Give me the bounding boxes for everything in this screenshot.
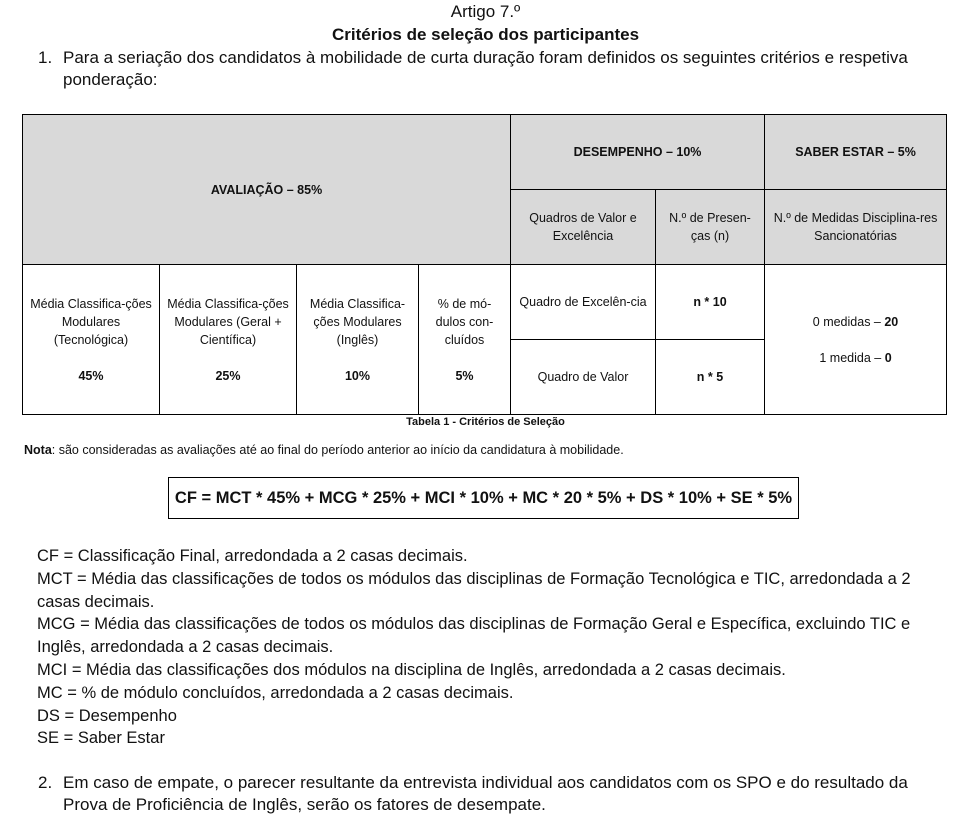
- item-2-number: 2.: [38, 773, 53, 792]
- article-number: Artigo 7.º: [450, 2, 521, 21]
- table-caption: Tabela 1 - Critérios de Seleção: [406, 416, 565, 428]
- medidas-0-label: 0 medidas –: [812, 314, 881, 329]
- criteria-table: [22, 114, 947, 415]
- subheader-medidas: N.º de Medidas Disciplina-res Sancionatórias: [765, 190, 947, 265]
- modulos-concluidos-label: % de mó-dulos con-cluídos: [435, 296, 494, 347]
- note: [24, 443, 624, 457]
- media-geral-label: Média Classifica-ções Modulares (Geral + Científica): [167, 296, 289, 347]
- media-ingles-label: Média Classifica-ções Modulares (Inglês): [309, 296, 406, 347]
- definition-mct: MCT = Média das classificações de todos os módulos das disciplinas de Formação Tecnológica e TIC, arredondada a 2 casas decimais.: [37, 569, 911, 611]
- media-ingles-value: 10%: [344, 368, 371, 383]
- media-tecnologica-label: Média Classifica-ções Modulares (Tecnológica): [30, 296, 152, 347]
- header-desempenho: DESEMPENHO – 10%: [511, 115, 765, 190]
- medidas-1-value: 0: [884, 350, 892, 365]
- header-saber-estar: SABER ESTAR – 5%: [765, 115, 947, 190]
- note-text: : são consideradas as avaliações até ao final do período anterior ao início da candidatura à mobilidade.: [51, 443, 624, 457]
- cell-medidas: [765, 265, 947, 415]
- media-geral-value: 25%: [215, 368, 241, 383]
- item-1-number: 1.: [38, 48, 53, 67]
- subheader-quadros: Quadros de Valor e Excelência: [511, 190, 656, 265]
- definition-cf: CF = Classificação Final, arredondada a 2 casas decimais.: [37, 547, 468, 565]
- cell-quadro-excelencia-value: n * 10: [656, 265, 765, 340]
- definition-mcg: MCG = Média das classificações de todos os módulos das disciplinas de Formação Geral e Específica, excluindo TIC e Inglês, arredondada a 2 casas decimais.: [37, 615, 911, 657]
- formula-box: CF = MCT * 45% + MCG * 25% + MCI * 10% + MC * 20 * 5% + DS * 10% + SE * 5%: [168, 477, 799, 519]
- cell-quadro-valor-value: n * 5: [656, 340, 765, 415]
- cell-media-geral: [160, 265, 297, 415]
- definition-ds: DS = Desempenho: [37, 706, 177, 725]
- definition-mci: MCI = Média das classificações dos módulos na disciplina de Inglês, arredondada a 2 casas decimais.: [37, 660, 786, 679]
- cell-quadro-excelencia: Quadro de Excelên-cia: [511, 265, 656, 340]
- article-title: Critérios de seleção dos participantes: [331, 25, 640, 44]
- medidas-0: [771, 313, 940, 331]
- note-label: Nota: [24, 443, 52, 457]
- cell-media-ingles: [297, 265, 419, 415]
- subheader-presencas: N.º de Presen-ças (n): [656, 190, 765, 265]
- item-2-text: Em caso de empate, o parecer resultante da entrevista individual aos candidatos com os SPO e do resultado da Prova de Proficiência de Inglês, serão os fatores de desempate.: [63, 773, 908, 814]
- modulos-concluidos-value: 5%: [455, 368, 474, 383]
- definition-mc: MC = % de módulo concluídos, arredondada a 2 casas decimais.: [37, 683, 514, 702]
- cell-modulos-concluidos: [419, 265, 511, 415]
- medidas-0-value: 20: [884, 314, 899, 329]
- definition-se: SE = Saber Estar: [37, 729, 165, 748]
- header-avaliacao: AVALIAÇÃO – 85%: [23, 115, 511, 265]
- media-tecnologica-value: 45%: [78, 368, 104, 383]
- cell-media-tecnologica: [23, 265, 160, 415]
- medidas-1-label: 1 medida –: [819, 350, 882, 365]
- item-1-text: Para a seriação dos candidatos à mobilidade de curta duração foram definidos os seguintes critérios e respetiva ponderação:: [63, 48, 908, 89]
- medidas-1: [771, 349, 940, 367]
- cell-quadro-valor: Quadro de Valor: [511, 340, 656, 415]
- definitions-list: [37, 545, 937, 750]
